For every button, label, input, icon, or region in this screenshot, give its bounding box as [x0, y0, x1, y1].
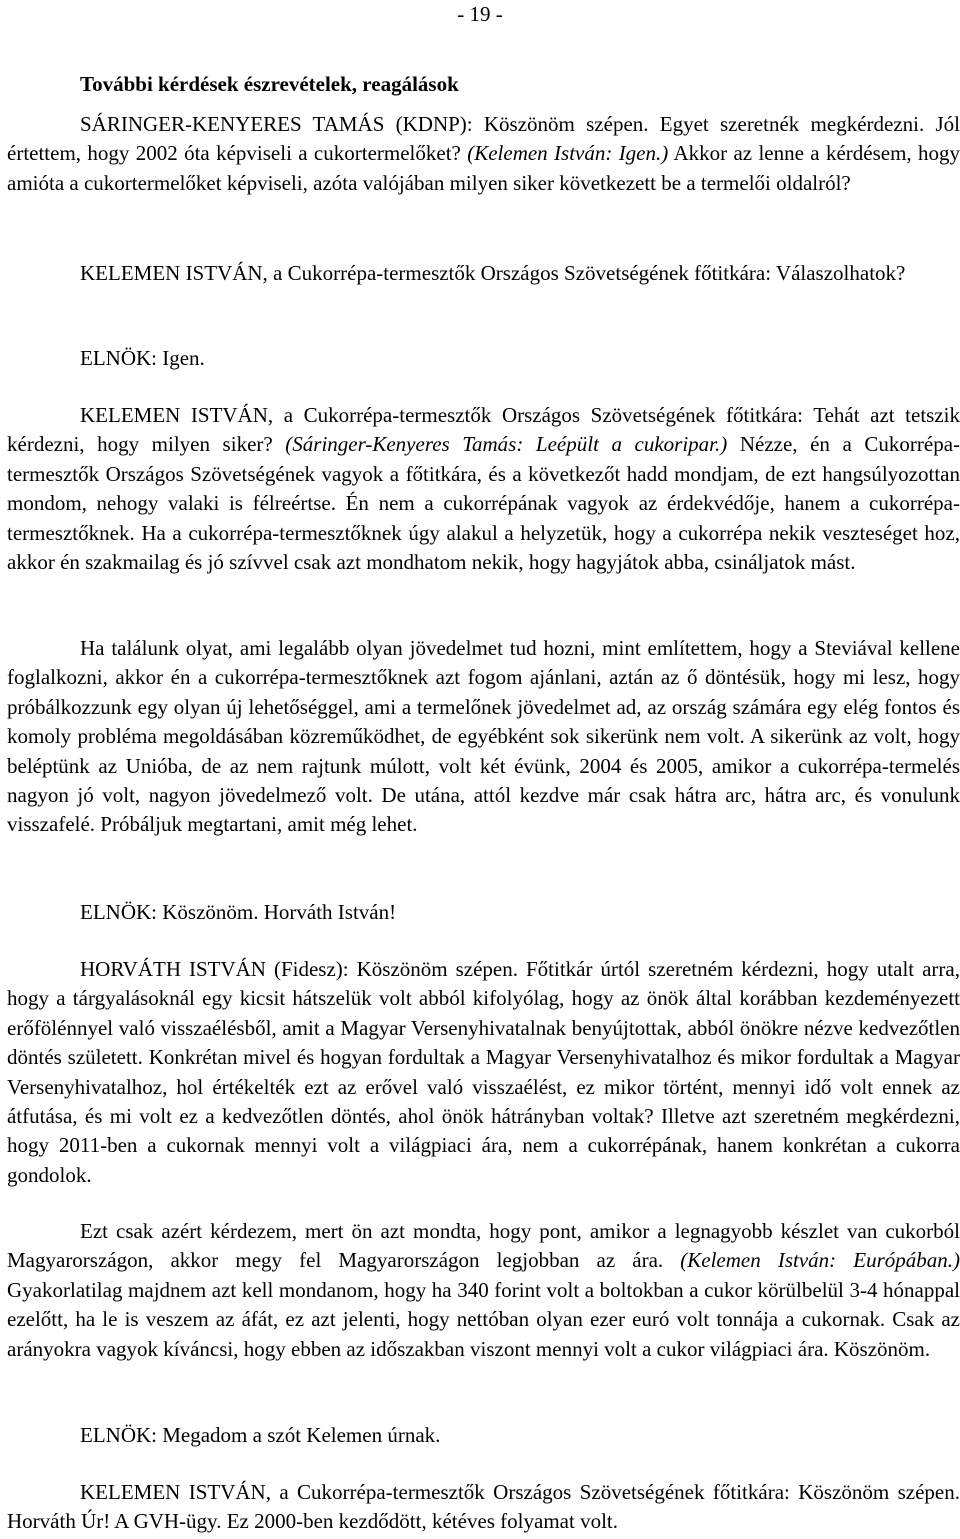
section-heading: További kérdések észrevételek, reagálások	[80, 72, 459, 96]
paragraph-elnok-kelemen	[7, 1421, 960, 1450]
text-run: KELEMEN ISTVÁN, a Cukorrépa-termesztők Országos Szövetségének főtitkára: Tehát azt tetszik kérdezni, hogy milyen siker?	[7, 403, 960, 457]
text-run: Nézze, én a Cukorrépa-termesztők Országos Szövetségének vagyok a főtitkára, és a következőt hadd mondjam, de ezt hangsúlyozottan mondom, nehogy valaki is félreértse. Én nem a cukorrépának vagyok az érdekvédője, hanem a cukorrépa-termesztőknek. Ha a cukorrépa-termesztőknek úgy alakul a helyzetük, hogy a cukorrépa nekik veszteséget hoz, akkor én szakmailag és jó szívvel csak azt mondhatom nekik, hogy hagyjátok abba, csináljatok mást.	[7, 432, 960, 575]
interjection: (Kelemen István: Európában.)	[680, 1248, 960, 1273]
paragraph-elnok-igen	[7, 344, 960, 373]
text-run: Akkor az lenne a kérdésem, hogy amióta a cukortermelőket képviseli, azóta valójában milyen siker következett be a termelői oldalról?	[7, 141, 960, 195]
page-number: - 19 -	[457, 2, 503, 26]
text-run: Ha találunk olyat, ami legalább olyan jövedelmet tud hozni, mint említettem, hogy a Steviával kellene foglalkozni, akkor én a cukorrépa-termesztőknek azt fogom ajánlani, aztán az ő döntésük, hogy mi lesz, hogy próbálkozzunk egy olyan új lehetőséggel, ami a termelőnek jövedelmet ad, az ország számára egy elég fontos és komoly probléma megoldásában közreműködhet, de egyébként sok sikerünk nem volt. A sikerünk az volt, hogy beléptünk az Unióba, de az nem rajtunk múlott, volt két évünk, 2004 és 2005, amikor a cukorrépa-termelés nagyon jó volt, nagyon jövedelmező volt. De utána, attól kezdve már csak hátra arc, hátra arc, és vonulunk visszafelé. Próbáljuk megtartani, amit még lehet.	[7, 636, 960, 837]
text-run: SÁRINGER-KENYERES TAMÁS (KDNP): Köszönöm szépen. Egyet szeretnék megkérdezni. Jól értettem, hogy 2002 óta képviseli a cukortermelőket?	[7, 112, 960, 166]
interjection: (Sáringer-Kenyeres Tamás: Leépült a cukoripar.)	[285, 432, 728, 457]
paragraph-kelemen-answer	[7, 401, 960, 577]
text-run: KELEMEN ISTVÁN, a Cukorrépa-termesztők Országos Szövetségének főtitkára: Válaszolhatok?	[80, 261, 906, 285]
text-run: Ezt csak azért kérdezem, mert ön azt mondta, hogy pont, amikor a legnagyobb készlet van cukorból Magyarországon, akkor megy fel Magyarországon legjobban az ára.	[7, 1219, 960, 1273]
text-run: HORVÁTH ISTVÁN (Fidesz): Köszönöm szépen. Főtitkár úrtól szeretném kérdezni, hogy utalt arra, hogy a tárgyalásoknál egy kicsit hátszelük volt abból kifolyólag, hogy az önök által korábban kezdeményezett erőfölénnyel való visszaélésből, amit a Magyar Versenyhivatalnak benyújtottak, abból önökre nézve kedvezőtlen döntés született. Konkrétan mivel és hogyan fordultak a Magyar Versenyhivatalhoz és mikor fordultak a Magyar Versenyhivatalhoz, hol értékelték ezt az erővel való visszaélést, ez mikor történt, mennyi idő volt ennek az átfutása, és mi volt ez a kedvezőtlen döntés, ahol önök hátrányban voltak? Illetve azt szeretném megkérdezni, hogy 2011-ben a cukornak mennyi volt a világpiaci ára, nem a cukorrépának, hanem konkrétan a cukorra gondolok.	[7, 957, 960, 1187]
interjection: (Kelemen István: Igen.)	[467, 141, 669, 166]
text-run: ELNÖK: Köszönöm. Horváth István!	[80, 900, 397, 924]
text-run: Gyakorlatilag majdnem azt kell mondanom, hogy ha 340 forint volt a boltokban a cukor körülbelül 3-4 hónappal ezelőtt, ha le is veszem az áfát, ez azt jelenti, hogy nettóban olyan ezer euró volt tonnája a cukornak. Csak az arányokra vagyok kíváncsi, hogy ebben az időszakban viszont mennyi volt a cukor világpiaci ára. Köszönöm.	[7, 1277, 960, 1361]
paragraph-kelemen-gvh	[7, 1478, 960, 1537]
text-run: ELNÖK: Megadom a szót Kelemen úrnak.	[80, 1423, 441, 1447]
paragraph-elnok-horvath	[7, 898, 960, 927]
text-run: KELEMEN ISTVÁN, a Cukorrépa-termesztők Országos Szövetségének főtitkára: Köszönöm szépen. Horváth Úr! A GVH-ügy. Ez 2000-ben kezdődött, kétéves folyamat volt.	[7, 1480, 960, 1534]
paragraph-horvath-continued	[7, 1217, 960, 1364]
paragraph-kelemen-intro	[7, 259, 960, 288]
text-run: ELNÖK: Igen.	[80, 346, 205, 370]
paragraph-saringer-question	[7, 110, 960, 198]
paragraph-kelemen-continued	[7, 634, 960, 840]
paragraph-horvath-question	[7, 955, 960, 1190]
